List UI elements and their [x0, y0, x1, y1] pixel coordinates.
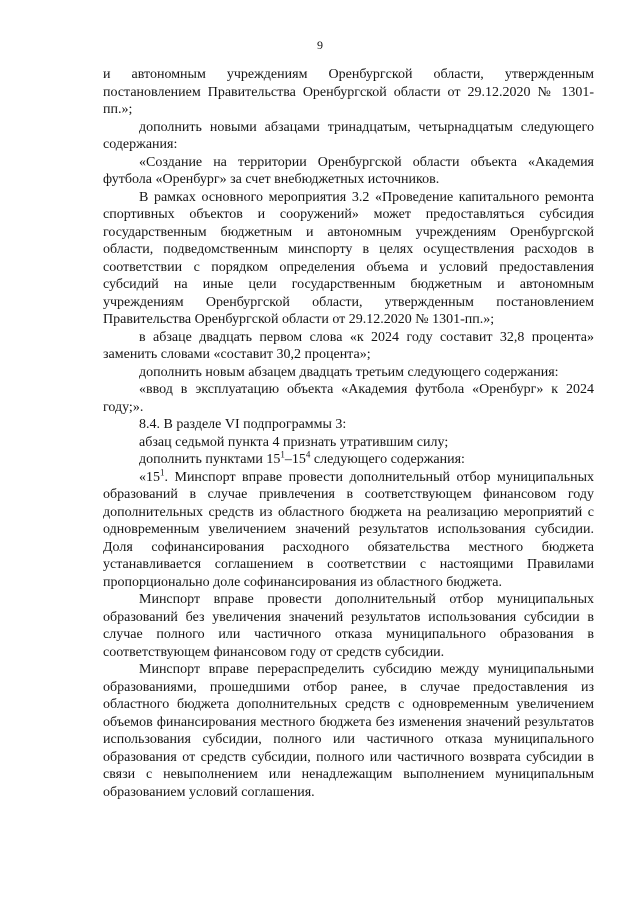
paragraph-point-15-1	[103, 466, 594, 592]
paragraph-quote-commissioning: «ввод в эксплуатацию объекта «Академия футбола «Оренбург» к 2024 году;».	[103, 382, 594, 415]
paragraph-redistribution: Минспорт вправе перераспределить субсидию между муниципальными образованиями, прошедшими отбор ранее, в случае предоставления из областного бюджета дополнительных средств с одновременным увеличением объемов финансирования местного бюджета без изменения значений результатов использования субсидии, полного или частичного отказа муниципального образования от средств субсидии, полного или частичного возврата субсидии в связи с невыполнением или ненадлежащим выполнением муниципальным образованием условий соглашения.	[103, 662, 594, 800]
add-points-suffix: следующего содержания:	[310, 452, 465, 467]
point-15-1-text: . Минспорт вправе провести дополнительный отбор муниципальных образований в случае привлечения в соответствующем финансовом году дополнительных средств из областного бюджета на реализацию мероприятий с одновременным увеличением значений результатов использования субсидии. Доля софинансирования расходного обязательства местного бюджета устанавливается соглашением в соответствии с настоящими Правилами пропорционально доле софинансирования из областного бюджета.	[103, 469, 594, 590]
paragraph-replace-words: в абзаце двадцать первом слова «к 2024 году составит 32,8 процента» заменить словами «составит 30,2 процента»;	[103, 329, 594, 362]
paragraph-add-points	[103, 451, 594, 469]
paragraph-continuation: и автономным учреждениям Оренбургской области, утвержденным постановлением Правительства Оренбургской области от 29.12.2020 № 1301-пп.»;	[103, 67, 594, 117]
add-points-sup-end: 4	[305, 449, 311, 460]
point-15-1-prefix: «15	[139, 469, 160, 485]
paragraph-additional-selection: Минспорт вправе провести дополнительный отбор муниципальных образований без увеличения значений результатов использования субсидии в случае полного или частичного отказа муниципального образования в соответствующем финансовом году от средств субсидии.	[103, 592, 594, 660]
point-15-1-sup: 1	[160, 466, 165, 477]
paragraph-add-abzac: дополнить новым абзацем двадцать третьим следующего содержания:	[139, 364, 559, 380]
paragraph-section-heading: 8.4. В разделе VI подпрограммы 3:	[139, 417, 347, 432]
document-body	[103, 66, 594, 801]
add-points-dash: –15	[284, 452, 306, 467]
page-number: 9	[317, 38, 323, 52]
paragraph-repeal: абзац седьмой пункта 4 признать утратившим силу;	[139, 434, 449, 450]
add-points-sup-start: 1	[280, 449, 285, 460]
add-points-prefix: дополнить пунктами 15	[139, 452, 281, 467]
paragraph-main-measure: В рамках основного мероприятия 3.2 «Проведение капитального ремонта спортивных объектов и сооружений» может предоставляться субсидия государственным бюджетным и автономным учреждениям Оренбургской области, подведомственным минспорту в целях осуществления расходов в соответствии с порядком определения объема и условий предоставления субсидий на иные цели государственным бюджетным и автономным учреждениям Оренбургской области, утвержденным постановлением Правительства Оренбургской области от 29.12.2020 № 1301-пп.»;	[103, 189, 594, 327]
paragraph-quote-academy: «Создание на территории Оренбургской области объекта «Академия футбола «Оренбург» за счет внебюджетных источников.	[103, 154, 594, 187]
paragraph-add-abzacy: дополнить новыми абзацами тринадцатым, четырнадцатым следующего содержания:	[103, 119, 594, 152]
